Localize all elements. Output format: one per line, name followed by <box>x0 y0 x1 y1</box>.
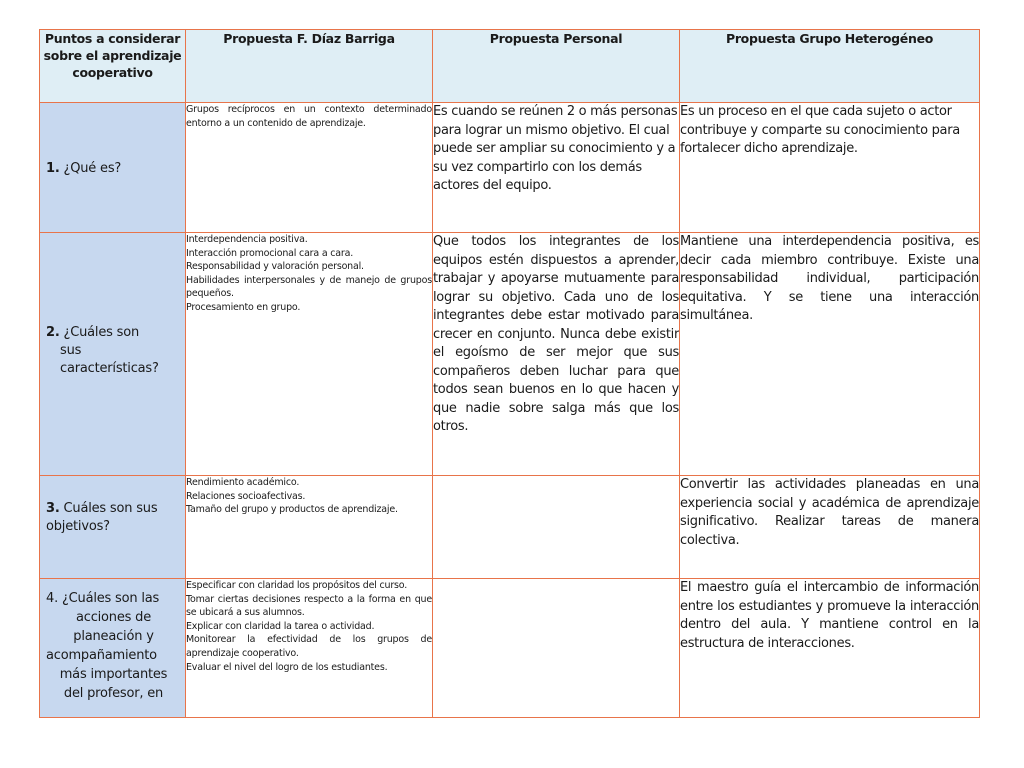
question-number: 2. <box>46 325 60 340</box>
question-cell <box>40 579 186 718</box>
list-item: Habilidades interpersonales y de manejo de grupos pequeños. <box>186 274 432 300</box>
list-item: Procesamiento en grupo. <box>186 301 301 313</box>
header-diaz-barriga: Propuesta F. Díaz Barriga <box>186 30 433 103</box>
question-text-line: planeación y <box>73 629 154 644</box>
list-item: Responsabilidad y valoración personal. <box>186 261 364 273</box>
list-item: Especificar con claridad los propósitos del curso. <box>186 580 408 591</box>
diaz-barriga-cell <box>186 476 433 579</box>
question-text-line: acompañamiento <box>46 648 157 663</box>
grupo-cell <box>680 476 980 579</box>
header-points: Puntos a considerar sobre el aprendizaje cooperativo <box>40 30 186 103</box>
header-personal: Propuesta Personal <box>433 30 680 103</box>
table-row <box>40 233 980 476</box>
list-item: Grupos recíprocos en un contexto determinado entorno a un contenido de aprendizaje. <box>186 104 432 129</box>
comparison-table <box>39 29 980 718</box>
list-item: Rendimiento académico. <box>186 477 300 488</box>
grupo-text: El maestro guía el intercambio de información entre los estudiantes y promueve la interacción dentro del aula. Y mantiene control en la estructura de interacciones. <box>680 580 979 651</box>
list-item: Tomar ciertas decisiones respecto a la forma en que se ubicará a sus alumnos. <box>186 593 432 619</box>
list-item: Evaluar el nivel del logro de los estudiantes. <box>186 661 388 673</box>
personal-cell <box>433 103 680 233</box>
question-number: 3. <box>46 501 60 516</box>
personal-text: Que todos los integrantes de los equipos estén dispuestos a aprender, trabajar y apoyarse mutuamente para lograr su objetivo. Cada uno de los integrantes debe estar motivado para crecer en conjunto. Nunca debe existir el egoísmo de ser mejor que sus compañeros deben luchar para que todos sean buenos en lo que hacen y que nadie sobre salga más que los otros. <box>433 234 679 434</box>
question-text-line: acciones de <box>75 610 152 625</box>
question-text-line: ¿Cuáles son las <box>61 591 160 606</box>
question-text: ¿Qué es? <box>63 161 122 176</box>
table-row <box>40 476 980 579</box>
header-row <box>40 30 980 103</box>
list-item: Interacción promocional cara a cara. <box>186 247 354 259</box>
personal-cell <box>433 579 680 718</box>
question-text-line: del profesor, en <box>63 686 164 701</box>
personal-text: Es cuando se reúnen 2 o más personas para lograr un mismo objetivo. El cual puede ser ampliar su conocimiento y a su vez compartirlo con los demás actores del equipo. <box>433 104 678 193</box>
table-row <box>40 103 980 233</box>
table-row <box>40 579 980 718</box>
question-text-line: sus <box>60 343 82 358</box>
header-grupo-heterogeneo: Propuesta Grupo Heterogéneo <box>680 30 980 103</box>
question-cell <box>40 103 186 233</box>
question-number: 1. <box>46 161 60 176</box>
question-text-line: características? <box>60 361 159 376</box>
list-item: Tamaño del grupo y productos de aprendizaje. <box>186 504 398 516</box>
personal-cell <box>433 476 680 579</box>
grupo-text: Convertir las actividades planeadas en una experiencia social y académica de aprendizaje significativo. Realizar tareas de manera colectiva. <box>680 477 979 548</box>
diaz-barriga-cell <box>186 579 433 718</box>
question-text-line: ¿Cuáles son <box>63 325 139 340</box>
question-text: Cuáles son sus objetivos? <box>46 501 158 534</box>
question-text-line: más importantes <box>59 667 168 682</box>
list-item: Explicar con claridad la tarea o actividad. <box>186 620 375 632</box>
diaz-barriga-cell <box>186 233 433 476</box>
list-item: Relaciones socioafectivas. <box>186 490 306 502</box>
list-item: Monitorear la efectividad de los grupos de aprendizaje cooperativo. <box>186 634 432 659</box>
diaz-barriga-cell <box>186 103 433 233</box>
grupo-cell <box>680 233 980 476</box>
grupo-text: Es un proceso en el que cada sujeto o actor contribuye y comparte su conocimiento para fortalecer dicho aprendizaje. <box>680 104 960 156</box>
question-cell <box>40 233 186 476</box>
personal-cell <box>433 233 680 476</box>
grupo-cell <box>680 103 980 233</box>
grupo-cell <box>680 579 980 718</box>
list-item: Interdependencia positiva. <box>186 234 308 245</box>
question-number: 4. <box>46 591 59 606</box>
question-cell <box>40 476 186 579</box>
grupo-text: Mantiene una interdependencia positiva, es decir cada miembro contribuye. Existe una responsabilidad individual, participación equitativa. Y se tiene una interacción simultánea. <box>680 234 979 323</box>
